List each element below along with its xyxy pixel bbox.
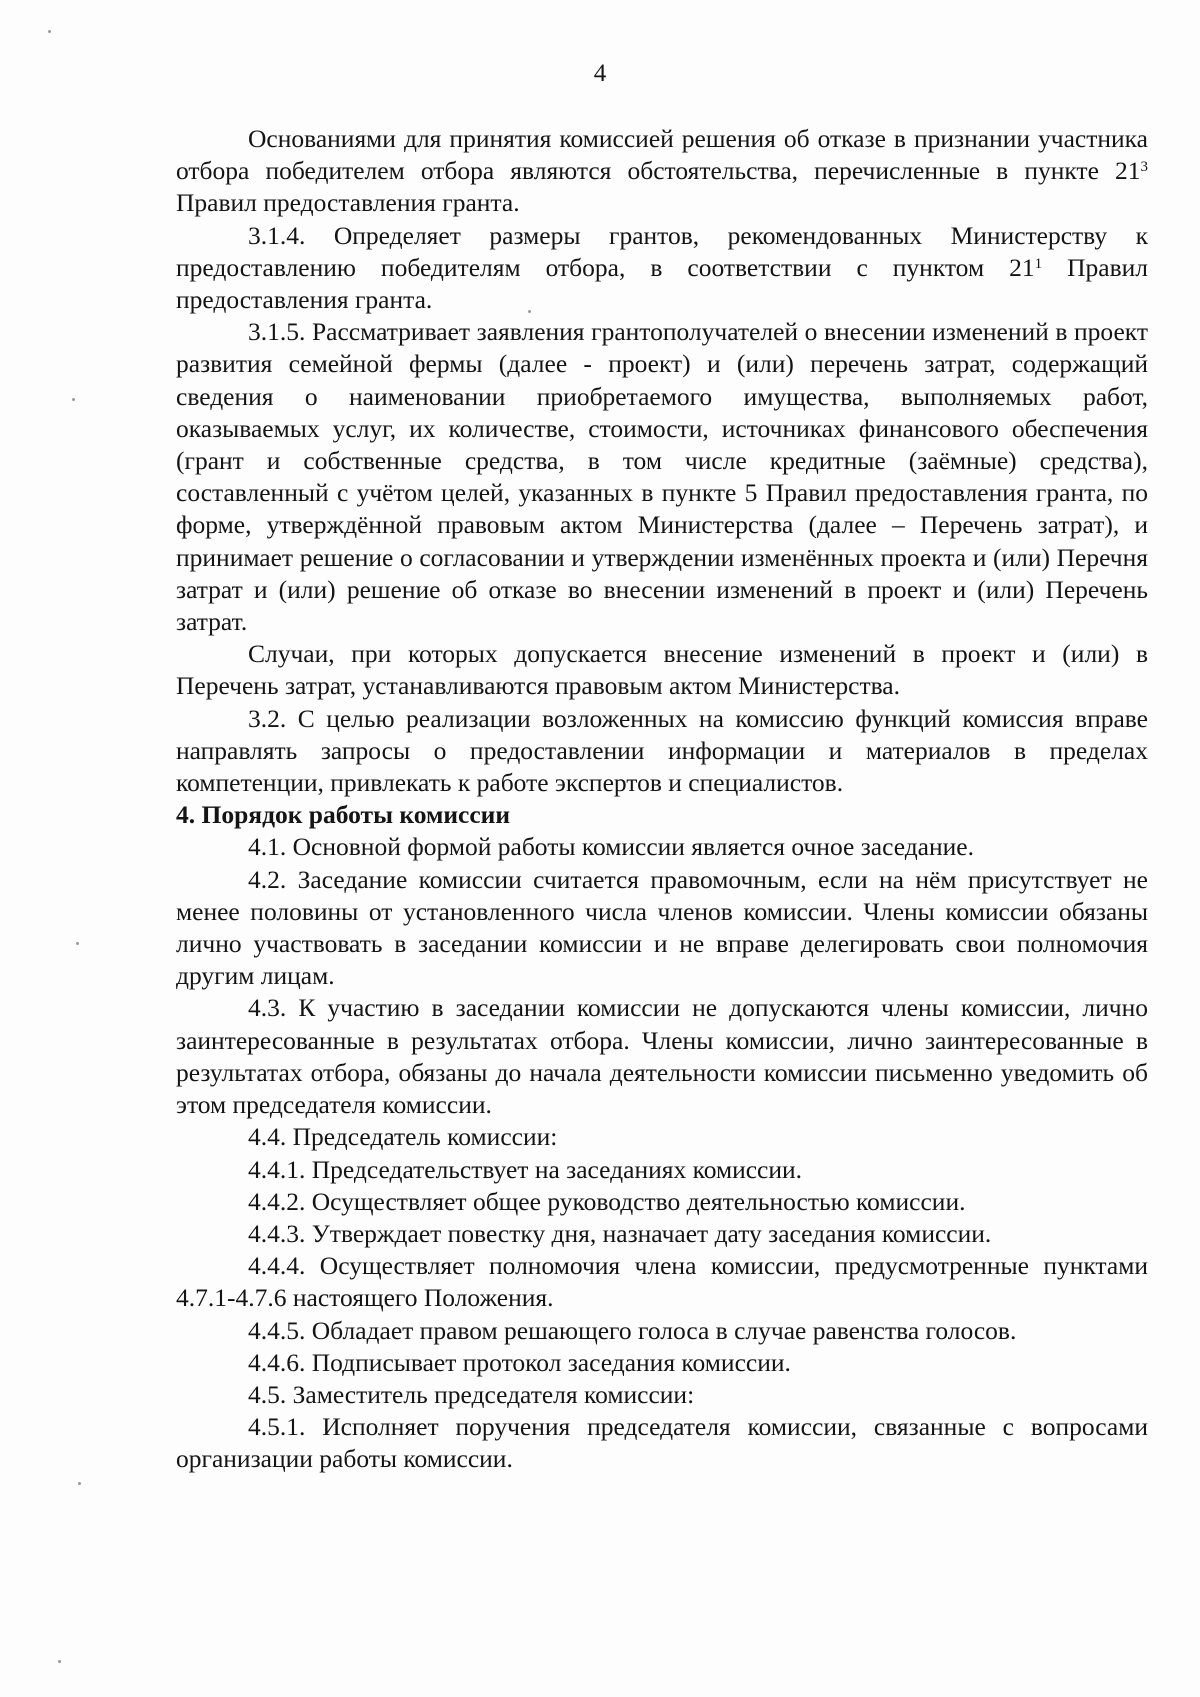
- page-number: 4: [593, 60, 607, 87]
- paragraph-4-4: 4.4. Председатель комиссии:: [248, 1122, 558, 1152]
- paragraph-text: Основаниями для принятия комиссией решения об отказе в признании участника отбора победителем отбора являются обстоятельства, перечисленные в пункте 21: [176, 124, 1148, 186]
- paragraph-text: Правил предоставления гранта.: [176, 252, 1148, 315]
- paragraph-4-5-1: 4.5.1. Исполняет поручения председателя комиссии, связанные с вопросами организации работы комиссии.: [176, 1412, 1148, 1474]
- paragraph-4-4-6: 4.4.6. Подписывает протокол заседания комиссии.: [248, 1347, 791, 1377]
- paragraph-4-2: 4.2. Заседание комиссии считается правомочным, если на нём присутствует не менее половины от установленного числа членов комиссии. Члены комиссии обязаны лично участвовать в заседании комиссии и не вправе делегировать свои полномочия другим лицам.: [176, 864, 1148, 991]
- paragraph-3-1-4: [176, 220, 1148, 317]
- paragraph-3-2: 3.2. С целью реализации возложенных на комиссию функций комиссия вправе направлять запросы о предоставлении информации и материалов в пределах компетенции, привлекать к работе экспертов и специалистов.: [176, 703, 1148, 798]
- scan-speck: [48, 30, 51, 33]
- paragraph-amendment-cases: Случаи, при которых допускается внесение изменений в проект и (или) в Перечень затрат, устанавливаются правовым актом Министерства.: [176, 639, 1148, 701]
- paragraph-4-4-5: 4.4.5. Обладает правом решающего голоса в случае равенства голосов.: [248, 1315, 1017, 1345]
- scan-speck: [76, 942, 79, 945]
- scan-speck: [58, 1660, 61, 1663]
- document-body: [176, 123, 1148, 1476]
- paragraph-text: 3.1.4. Определяет размеры грантов, рекомендованных Министерству к предоставлению победителям отбора, в соответствии с пунктом 21: [176, 220, 1148, 282]
- paragraph-text: Правил предоставления гранта.: [176, 188, 520, 218]
- paragraph-4-4-3: 4.4.3. Утверждает повестку дня, назначает дату заседания комиссии.: [248, 1218, 992, 1248]
- superscript: 3: [1140, 158, 1148, 175]
- scan-speck: [528, 310, 531, 313]
- section-title: 4. Порядок работы комиссии: [176, 800, 511, 830]
- scan-speck: [78, 1482, 81, 1485]
- paragraph-4-3: 4.3. К участию в заседании комиссии не допускаются члены комиссии, лично заинтересованные в результатах отбора. Члены комиссии, лично заинтересованные в результатах отбора, обязаны до начала деятельности комиссии письменно уведомить об этом председателя комиссии.: [176, 993, 1148, 1120]
- superscript: 1: [1034, 255, 1043, 272]
- paragraph-4-5: 4.5. Заместитель председателя комиссии:: [248, 1379, 695, 1409]
- paragraph-4-4-4: 4.4.4. Осуществляет полномочия члена комиссии, предусмотренные пунктами 4.7.1-4.7.6 настоящего Положения.: [176, 1251, 1148, 1313]
- paragraph-4-1: 4.1. Основной формой работы комиссии является очное заседание.: [248, 832, 974, 862]
- scan-speck: [72, 398, 75, 401]
- paragraph-refusal-grounds: [176, 123, 1148, 220]
- paragraph-4-4-2: 4.4.2. Осуществляет общее руководство деятельностью комиссии.: [248, 1186, 966, 1216]
- paragraph-4-4-1: 4.4.1. Председательствует на заседаниях комиссии.: [248, 1154, 803, 1184]
- paragraph-3-1-5: 3.1.5. Рассматривает заявления грантополучателей о внесении изменений в проект развития семейной фермы (далее - проект) и (или) перечень затрат, содержащий сведения о наименовании приобретаемого имущества, выполняемых работ, оказываемых услуг, их количестве, стоимости, источниках финансового обеспечения (грант и собственные средства, в том числе кредитные (заёмные) средства), составленный с учётом целей, указанных в пункте 5 Правил предоставления гранта, по форме, утверждённой правовым актом Министерства (далее – Перечень затрат), и принимает решение о согласовании и утверждении изменённых проекта и (или) Перечня затрат и (или) решение об отказе во внесении изменений в проект и (или) Перечень затрат.: [176, 317, 1148, 637]
